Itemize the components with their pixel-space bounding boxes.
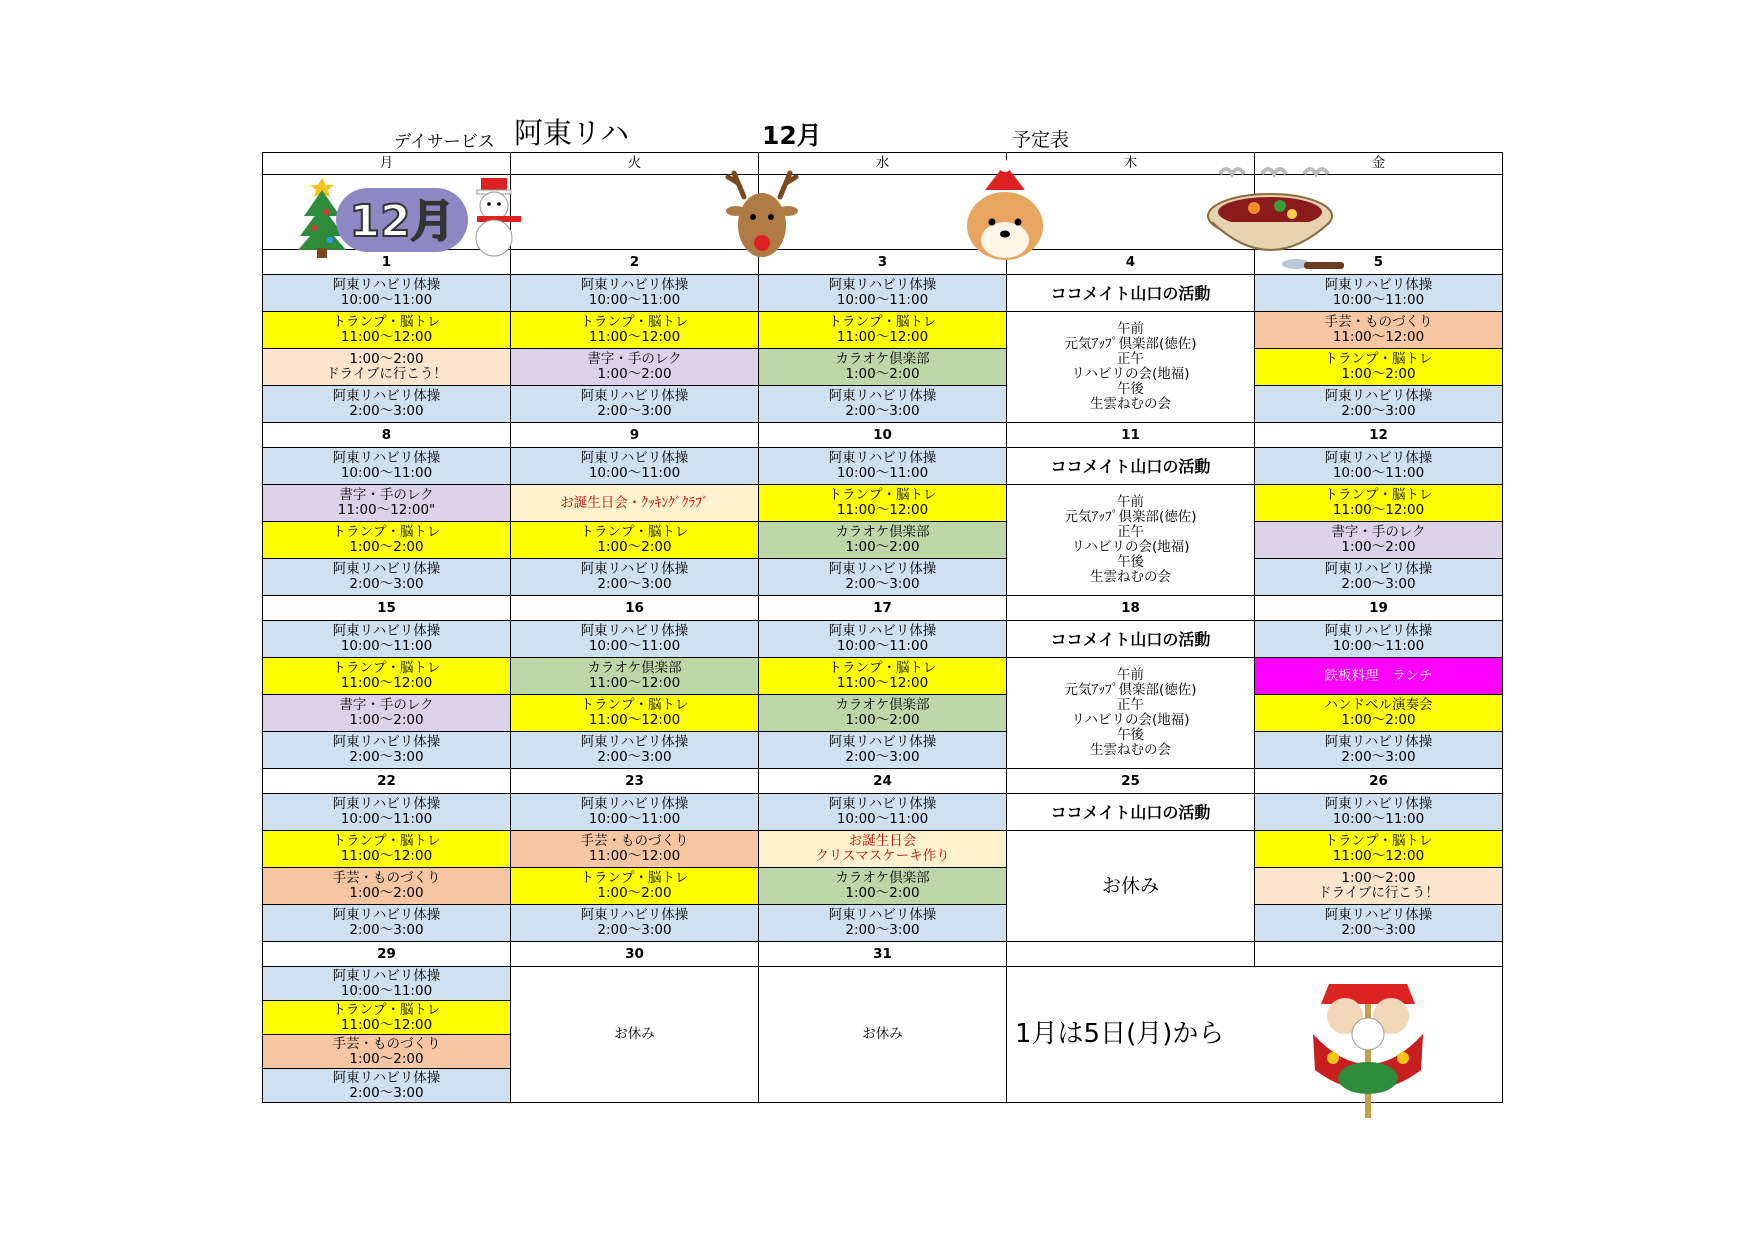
activity-cell-line: 1:00～2:00	[1341, 539, 1416, 555]
activity-cell-line: 阿東リハビリ体操	[1324, 623, 1433, 639]
activity-cell-line: 2:00～3:00	[845, 749, 920, 765]
activity-cell-line: 2:00～3:00	[597, 576, 672, 592]
day-number: 24	[759, 769, 1007, 794]
activity-cell	[1255, 695, 1503, 732]
activity-cell-line: 2:00～3:00	[1341, 922, 1416, 938]
activity-cell-line: トランプ・脳トレ	[828, 314, 937, 330]
thursday-activity-title: ココメイト山口の活動	[1007, 448, 1255, 485]
activity-cell-line: トランプ・脳トレ	[580, 314, 689, 330]
activity-cell-line: 10:00～11:00	[1332, 811, 1425, 827]
activity-cell-line: 手芸・ものづくり	[332, 870, 441, 886]
activity-cell-line: 1:00～2:00	[1341, 712, 1416, 728]
activity-cell	[1255, 312, 1503, 349]
day-number: 29	[263, 942, 511, 967]
activity-cell	[263, 658, 511, 695]
activity-cell-line: ドライブに行こう！	[1318, 885, 1439, 901]
activity-cell	[511, 621, 759, 658]
thursday-activity-detail-line: 正午	[1117, 524, 1144, 540]
day-number: 4	[1007, 250, 1255, 275]
activity-cell	[1255, 868, 1503, 905]
schedule-calendar	[262, 152, 1503, 1103]
activity-cell-line: トランプ・脳トレ	[828, 487, 937, 503]
activity-cell-line: 阿東リハビリ体操	[332, 796, 441, 812]
activity-cell-line: トランプ・脳トレ	[332, 833, 441, 849]
activity-cell-line: 11:00～12:00	[1332, 502, 1425, 518]
week-date-row	[263, 942, 1503, 967]
activity-cell-line: 1:00～2:00	[349, 712, 424, 728]
activity-cell-line: 2:00～3:00	[349, 1084, 424, 1101]
day-number	[1007, 942, 1255, 967]
day-off-cell: お休み	[759, 967, 1007, 1103]
activity-cell-line: 10:00～11:00	[340, 465, 433, 481]
activity-cell-line: 1:00～2:00	[845, 885, 920, 901]
activity-cell-line: 10:00～11:00	[836, 465, 929, 481]
day-number: 22	[263, 769, 511, 794]
activity-cell-line: トランプ・脳トレ	[828, 660, 937, 676]
activity-row	[263, 658, 1503, 695]
activity-cell-line: 阿東リハビリ体操	[332, 561, 441, 577]
activity-cell-line: 阿東リハビリ体操	[580, 277, 689, 293]
activity-cell-line: 阿東リハビリ体操	[332, 907, 441, 923]
activity-cell-line: 手芸・ものづくり	[1324, 314, 1433, 330]
new-year-rake-ornament-icon	[1303, 974, 1433, 1120]
activity-cell-line: 阿東リハビリ体操	[332, 734, 441, 750]
activity-cell-line: 阿東リハビリ体操	[828, 388, 937, 404]
activity-cell-line: 11:00～12:00	[588, 712, 681, 728]
activity-cell-line: 11:00～12:00	[340, 675, 433, 691]
day-number: 8	[263, 423, 511, 448]
activity-row	[263, 831, 1503, 868]
thursday-activity-title: ココメイト山口の活動	[1007, 621, 1255, 658]
activity-row	[263, 448, 1503, 485]
activity-cell-line: 阿東リハビリ体操	[828, 796, 937, 812]
activity-cell-line: 阿東リハビリ体操	[580, 623, 689, 639]
activity-cell-line: 阿東リハビリ体操	[1324, 796, 1433, 812]
activity-cell-line: 阿東リハビリ体操	[580, 796, 689, 812]
thursday-activity-detail-line: 正午	[1117, 351, 1144, 367]
activity-cell-line: 阿東リハビリ体操	[1324, 388, 1433, 404]
activity-cell	[511, 905, 759, 942]
activity-cell	[511, 658, 759, 695]
day-number: 31	[759, 942, 1007, 967]
activity-cell-line: トランプ・脳トレ	[1324, 487, 1433, 503]
activity-cell	[759, 868, 1007, 905]
activity-cell-line: 阿東リハビリ体操	[828, 561, 937, 577]
activity-cell-line: 阿東リハビリ体操	[580, 907, 689, 923]
weekday-wed: 水	[759, 153, 1007, 175]
activity-cell-line: お誕生日会	[848, 833, 917, 849]
activity-cell-line: 10:00～11:00	[836, 811, 929, 827]
activity-cell	[511, 522, 759, 559]
activity-cell-line: 阿東リハビリ体操	[332, 388, 441, 404]
activity-cell	[263, 275, 511, 312]
activity-row	[263, 905, 1503, 942]
activity-cell-line: 阿東リハビリ体操	[1324, 277, 1433, 293]
activity-cell-line: 11:00～12:00	[836, 502, 929, 518]
activity-cell	[263, 448, 511, 485]
activity-cell	[263, 1001, 511, 1035]
thursday-activity-detail-line: リハビリの会(地福)	[1071, 539, 1190, 555]
activity-cell	[263, 349, 511, 386]
activity-cell-line: 2:00～3:00	[1341, 403, 1416, 419]
thursday-activity-detail	[1007, 312, 1255, 423]
activity-cell	[263, 559, 511, 596]
activity-cell-line: 2:00～3:00	[597, 922, 672, 938]
header-month: 12月	[762, 121, 822, 150]
activity-cell	[511, 312, 759, 349]
activity-cell-line: 10:00～11:00	[836, 292, 929, 308]
activity-cell-line: 11:00～12:00	[588, 848, 681, 864]
thursday-activity-title: ココメイト山口の活動	[1007, 794, 1255, 831]
thursday-activity-detail-line: 午後	[1117, 727, 1144, 743]
activity-cell-line: 10:00～11:00	[588, 638, 681, 654]
activity-cell-line: 2:00～3:00	[845, 922, 920, 938]
activity-cell	[759, 448, 1007, 485]
activity-cell-line: 11:00～12:00	[588, 329, 681, 345]
thursday-activity-detail	[1007, 485, 1255, 596]
activity-cell	[759, 312, 1007, 349]
thursday-activity-title: ココメイト山口の活動	[1007, 275, 1255, 312]
activity-cell	[263, 905, 511, 942]
thursday-activity-detail-line: 正午	[1117, 697, 1144, 713]
activity-cell-line: 1:00～2:00	[845, 366, 920, 382]
activity-cell-line: 鉄板料理 ランチ	[1324, 667, 1433, 684]
activity-cell	[759, 732, 1007, 769]
activity-cell	[263, 831, 511, 868]
thursday-activity-detail-line: 元気ｱｯﾌﾟ倶楽部(徳佐)	[1064, 509, 1197, 525]
activity-row	[263, 349, 1503, 386]
day-number: 2	[511, 250, 759, 275]
activity-cell	[263, 794, 511, 831]
activity-cell	[1255, 732, 1503, 769]
activity-cell-line: 阿東リハビリ体操	[332, 450, 441, 466]
weekday-thu: 木	[1007, 153, 1255, 175]
activity-cell-line: 阿東リハビリ体操	[1324, 561, 1433, 577]
reindeer-icon	[722, 163, 802, 263]
activity-cell	[263, 312, 511, 349]
header-subtitle: デイサービス	[394, 132, 495, 152]
activity-cell	[1255, 905, 1503, 942]
activity-cell-line: お誕生日会・ｸｯｷﾝｸﾞｸﾗﾌﾞ	[560, 494, 709, 511]
thursday-activity-detail-line: 午前	[1117, 321, 1144, 337]
activity-cell-line: 1:00～2:00	[597, 366, 672, 382]
activity-cell-line: ハンドベル演奏会	[1324, 697, 1433, 713]
activity-cell-line: 阿東リハビリ体操	[580, 388, 689, 404]
activity-cell-line: 10:00～11:00	[588, 292, 681, 308]
day-number: 19	[1255, 596, 1503, 621]
day-number: 15	[263, 596, 511, 621]
activity-cell-line: 10:00～11:00	[588, 811, 681, 827]
activity-cell-line: 2:00～3:00	[845, 403, 920, 419]
activity-cell-line: カラオケ倶楽部	[835, 351, 930, 367]
month-badge	[334, 184, 470, 256]
activity-cell	[511, 386, 759, 423]
activity-cell	[511, 732, 759, 769]
activity-cell-line: 11:00～12:00"	[337, 502, 436, 518]
thursday-activity-detail-line: 生雲ねむの会	[1090, 569, 1171, 585]
activity-cell-line: 2:00～3:00	[349, 576, 424, 592]
activity-row	[263, 312, 1503, 349]
activity-cell-line: 1:00～2:00	[349, 885, 424, 901]
activity-cell	[1255, 831, 1503, 868]
day-number: 9	[511, 423, 759, 448]
day-number: 18	[1007, 596, 1255, 621]
month-badge-text: 12月	[349, 196, 455, 247]
activity-cell-line: トランプ・脳トレ	[332, 314, 441, 330]
thursday-activity-detail	[1007, 658, 1255, 769]
activity-cell-line: 阿東リハビリ体操	[828, 734, 937, 750]
activity-cell-line: カラオケ倶楽部	[835, 524, 930, 540]
activity-cell-line: 1:00～2:00	[349, 1050, 424, 1067]
activity-cell-line: トランプ・脳トレ	[580, 697, 689, 713]
activity-cell-line: 1:00～2:00	[349, 539, 424, 555]
activity-cell-line: 10:00～11:00	[340, 638, 433, 654]
activity-cell-line: 阿東リハビリ体操	[828, 450, 937, 466]
day-number: 26	[1255, 769, 1503, 794]
activity-cell-line: トランプ・脳トレ	[332, 660, 441, 676]
activity-cell	[1255, 621, 1503, 658]
activity-cell-line: 阿東リハビリ体操	[828, 277, 937, 293]
activity-cell	[263, 868, 511, 905]
week-date-row	[263, 596, 1503, 621]
activity-cell-line: クリスマスケーキ作り	[815, 848, 950, 864]
thursday-activity-detail-line: 元気ｱｯﾌﾟ倶楽部(徳佐)	[1064, 336, 1197, 352]
day-number: 5	[1255, 250, 1503, 275]
activity-cell	[759, 522, 1007, 559]
activity-cell-line: トランプ・脳トレ	[580, 870, 689, 886]
activity-cell-line: 阿東リハビリ体操	[828, 907, 937, 923]
thursday-activity-detail-line: 午前	[1117, 667, 1144, 683]
activity-cell-line: 2:00～3:00	[1341, 576, 1416, 592]
activity-cell	[759, 485, 1007, 522]
shiba-dog-santa-hat-icon	[962, 160, 1048, 264]
activity-cell	[263, 1069, 511, 1103]
new-year-notice: 1月は5日(月)から	[1007, 967, 1503, 1103]
day-number: 11	[1007, 423, 1255, 448]
activity-cell-line: 1:00～2:00	[349, 351, 424, 367]
activity-cell	[1255, 658, 1503, 695]
activity-cell-line: 11:00～12:00	[836, 675, 929, 691]
activity-cell-line: 阿東リハビリ体操	[580, 561, 689, 577]
activity-cell	[1255, 559, 1503, 596]
facility-name: 阿東リハ	[514, 116, 630, 150]
thursday-activity-detail-line: 午後	[1117, 554, 1144, 570]
thursday-activity-detail-line: 元気ｱｯﾌﾟ倶楽部(徳佐)	[1064, 682, 1197, 698]
activity-cell-line: 11:00～12:00	[340, 848, 433, 864]
activity-cell	[263, 1035, 511, 1069]
activity-cell	[263, 522, 511, 559]
day-number: 12	[1255, 423, 1503, 448]
activity-cell	[511, 695, 759, 732]
activity-cell	[511, 275, 759, 312]
activity-cell	[263, 386, 511, 423]
activity-cell-line: 10:00～11:00	[1332, 292, 1425, 308]
activity-cell	[511, 559, 759, 596]
activity-row	[263, 695, 1503, 732]
activity-cell-line: 10:00～11:00	[1332, 465, 1425, 481]
activity-cell	[759, 695, 1007, 732]
activity-cell-line: 11:00～12:00	[1332, 329, 1425, 345]
activity-row	[263, 559, 1503, 596]
activity-cell-line: カラオケ倶楽部	[835, 697, 930, 713]
activity-cell-line: 阿東リハビリ体操	[332, 967, 441, 984]
activity-cell	[263, 621, 511, 658]
schedule-label: 予定表	[1012, 129, 1070, 151]
thursday-activity-detail-line: 生雲ねむの会	[1090, 742, 1171, 758]
activity-cell-line: 1:00～2:00	[845, 539, 920, 555]
activity-cell-line: 11:00～12:00	[1332, 848, 1425, 864]
activity-cell-line: 11:00～12:00	[836, 329, 929, 345]
week-date-row	[263, 423, 1503, 448]
day-number: 3	[759, 250, 1007, 275]
activity-cell-line: 書字・手のレク	[1331, 524, 1426, 540]
activity-cell-line: 10:00～11:00	[836, 638, 929, 654]
day-number: 10	[759, 423, 1007, 448]
activity-cell	[1255, 485, 1503, 522]
activity-cell-line: 2:00～3:00	[349, 403, 424, 419]
activity-cell-line: 阿東リハビリ体操	[580, 734, 689, 750]
activity-cell-line: 阿東リハビリ体操	[332, 1069, 441, 1086]
day-number: 30	[511, 942, 759, 967]
activity-cell	[1255, 522, 1503, 559]
activity-cell-line: 10:00～11:00	[340, 811, 433, 827]
activity-cell-line: 阿東リハビリ体操	[332, 623, 441, 639]
activity-row	[263, 275, 1503, 312]
activity-cell	[511, 868, 759, 905]
activity-cell	[759, 275, 1007, 312]
activity-cell	[1255, 794, 1503, 831]
activity-cell-line: 書字・手のレク	[339, 697, 434, 713]
activity-cell	[263, 485, 511, 522]
activity-cell	[759, 559, 1007, 596]
activity-cell	[263, 967, 511, 1001]
activity-row	[263, 386, 1503, 423]
activity-cell	[263, 732, 511, 769]
activity-cell-line: 10:00～11:00	[340, 292, 433, 308]
week-date-row	[263, 769, 1503, 794]
activity-row	[263, 522, 1503, 559]
activity-row	[263, 794, 1503, 831]
activity-cell-line: 2:00～3:00	[1341, 749, 1416, 765]
activity-cell-line: トランプ・脳トレ	[332, 524, 441, 540]
thursday-activity-detail-line: 午前	[1117, 494, 1144, 510]
thursday-activity-detail-line: 生雲ねむの会	[1090, 396, 1171, 412]
activity-cell-line: 2:00～3:00	[597, 403, 672, 419]
activity-cell-line: 11:00～12:00	[340, 1016, 433, 1033]
activity-cell-line: 1:00～2:00	[845, 712, 920, 728]
activity-cell-line: ドライブに行こう！	[326, 366, 447, 382]
activity-cell	[511, 485, 759, 522]
activity-cell-line: トランプ・脳トレ	[332, 1001, 441, 1018]
activity-cell-line: 11:00～12:00	[340, 329, 433, 345]
activity-cell-line: 1:00～2:00	[597, 885, 672, 901]
activity-cell	[1255, 448, 1503, 485]
activity-cell	[511, 349, 759, 386]
activity-cell-line: 10:00～11:00	[588, 465, 681, 481]
activity-cell-line: 2:00～3:00	[845, 576, 920, 592]
activity-cell	[1255, 349, 1503, 386]
activity-cell-line: 2:00～3:00	[597, 749, 672, 765]
activity-cell-line: 2:00～3:00	[349, 749, 424, 765]
activity-cell	[511, 794, 759, 831]
activity-cell-line: 書字・手のレク	[587, 351, 682, 367]
activity-cell	[759, 621, 1007, 658]
activity-cell	[1255, 386, 1503, 423]
activity-cell-line: トランプ・脳トレ	[580, 524, 689, 540]
activity-cell-line: 阿東リハビリ体操	[580, 450, 689, 466]
activity-cell-line: 書字・手のレク	[339, 487, 434, 503]
day-off-cell: お休み	[1007, 831, 1255, 942]
activity-cell	[511, 831, 759, 868]
day-number: 17	[759, 596, 1007, 621]
activity-cell-line: 1:00～2:00	[1341, 366, 1416, 382]
weekday-fri: 金	[1255, 153, 1503, 175]
activity-cell-line: 2:00～3:00	[349, 922, 424, 938]
activity-cell-line: 阿東リハビリ体操	[1324, 734, 1433, 750]
day-number: 25	[1007, 769, 1255, 794]
activity-cell-line: 10:00～11:00	[340, 982, 433, 999]
activity-cell	[759, 349, 1007, 386]
activity-cell	[759, 386, 1007, 423]
activity-cell	[759, 658, 1007, 695]
activity-cell-line: トランプ・脳トレ	[1324, 351, 1433, 367]
activity-cell-line: 手芸・ものづくり	[332, 1035, 441, 1052]
page-header	[0, 116, 1755, 152]
weekday-mon: 月	[263, 153, 511, 175]
snowman-icon	[463, 172, 525, 260]
activity-cell-line: 1:00～2:00	[1341, 870, 1416, 886]
activity-cell-line: 阿東リハビリ体操	[332, 277, 441, 293]
activity-cell	[1255, 275, 1503, 312]
activity-cell-line: カラオケ倶楽部	[587, 660, 682, 676]
day-number: 23	[511, 769, 759, 794]
hot-pot-stew-icon	[1200, 160, 1350, 276]
activity-cell-line: 阿東リハビリ体操	[828, 623, 937, 639]
activity-cell-line: 手芸・ものづくり	[580, 833, 689, 849]
thursday-activity-detail-line: リハビリの会(地福)	[1071, 712, 1190, 728]
activity-row	[263, 621, 1503, 658]
thursday-activity-detail-line: 午後	[1117, 381, 1144, 397]
activity-cell	[759, 905, 1007, 942]
activity-cell	[759, 831, 1007, 868]
activity-cell-line: 阿東リハビリ体操	[1324, 907, 1433, 923]
activity-cell	[759, 794, 1007, 831]
day-off-cell: お休み	[511, 967, 759, 1103]
activity-row	[263, 732, 1503, 769]
activity-row	[263, 485, 1503, 522]
activity-cell-line: 阿東リハビリ体操	[1324, 450, 1433, 466]
day-number: 1	[263, 250, 511, 275]
activity-cell-line: 1:00～2:00	[597, 539, 672, 555]
activity-cell-line: 11:00～12:00	[588, 675, 681, 691]
weekday-tue: 火	[511, 153, 759, 175]
activity-cell-line: 10:00～11:00	[1332, 638, 1425, 654]
activity-cell-line: トランプ・脳トレ	[1324, 833, 1433, 849]
activity-row	[263, 868, 1503, 905]
thursday-activity-detail-line: リハビリの会(地福)	[1071, 366, 1190, 382]
day-number	[1255, 942, 1503, 967]
day-number: 16	[511, 596, 759, 621]
activity-cell	[511, 448, 759, 485]
activity-cell	[263, 695, 511, 732]
activity-cell-line: カラオケ倶楽部	[835, 870, 930, 886]
